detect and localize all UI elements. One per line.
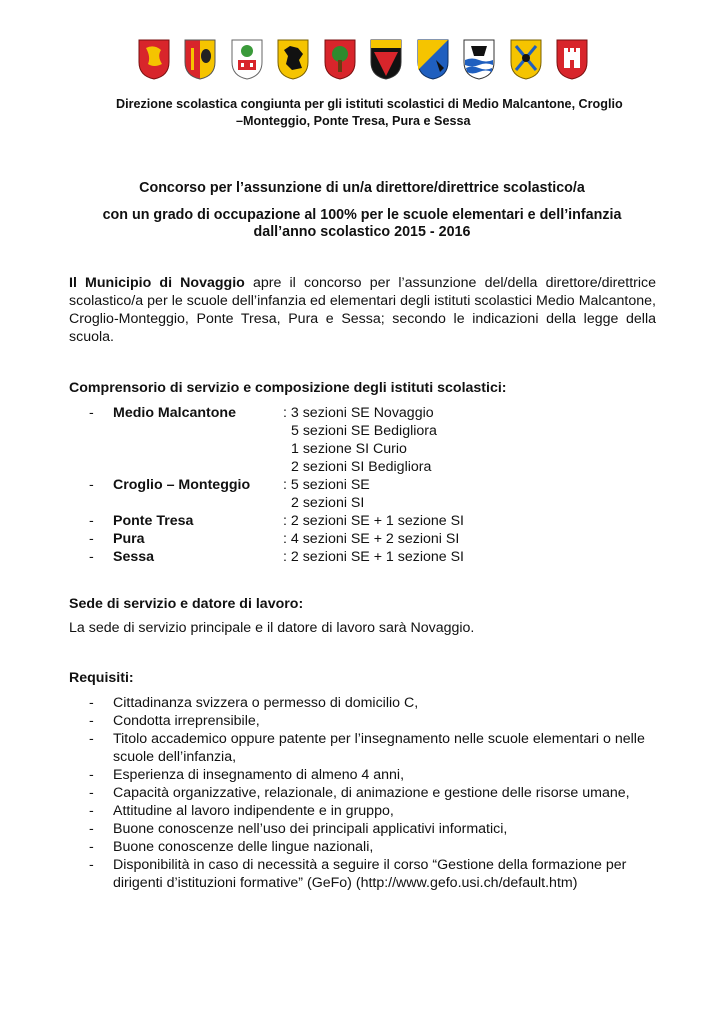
- institute-sections: 2 sezioni SI Bedigliora: [291, 459, 432, 475]
- intro-bold: Il Municipio di Novaggio: [69, 275, 245, 291]
- requirement-item: Attitudine al lavoro indipendente e in gruppo,: [113, 803, 394, 819]
- list-bullet: -: [89, 785, 94, 801]
- comprensorio-heading: Comprensorio di servizio e composizione degli istituti scolastici:: [69, 380, 507, 396]
- institute-sections: : 2 sezioni SE + 1 sezione SI: [283, 513, 464, 529]
- header-line-2: –Monteggio, Ponte Tresa, Pura e Sessa: [236, 114, 471, 128]
- list-bullet: -: [89, 821, 94, 837]
- crest-1-icon: [137, 38, 171, 80]
- list-bullet: -: [89, 549, 94, 565]
- institute-name: Croglio – Monteggio: [113, 477, 251, 493]
- list-bullet: -: [89, 731, 94, 747]
- list-bullet: -: [89, 513, 94, 529]
- crest-8-icon: [462, 38, 496, 80]
- crest-5-icon: [323, 38, 357, 80]
- crest-7-icon: [416, 38, 450, 80]
- header-line-1: Direzione scolastica congiunta per gli istituti scolastici di Medio Malcantone, Croglio: [116, 97, 623, 111]
- requirement-item: Titolo accademico oppure patente per l’insegnamento nelle scuole elementari o nelle: [113, 731, 645, 747]
- requirement-item: Buone conoscenze nell’uso dei principali applicativi informatici,: [113, 821, 508, 837]
- list-bullet: -: [89, 767, 94, 783]
- institute-sections: : 3 sezioni SE Novaggio: [283, 405, 434, 421]
- crest-3-icon: [230, 38, 264, 80]
- list-bullet: -: [89, 803, 94, 819]
- list-bullet: -: [89, 713, 94, 729]
- requirement-item: Disponibilità in caso di necessità a seguire il corso “Gestione della formazione per: [113, 857, 627, 873]
- list-bullet: -: [89, 477, 94, 493]
- intro-paragraph: [69, 274, 656, 346]
- sede-heading: Sede di servizio e datore di lavoro:: [69, 596, 304, 612]
- requisiti-heading: Requisiti:: [69, 670, 134, 686]
- requirement-item: Esperienza di insegnamento di almeno 4 anni,: [113, 767, 405, 783]
- crest-10-icon: [555, 38, 589, 80]
- institute-name: Ponte Tresa: [113, 513, 194, 529]
- crest-2-icon: [183, 38, 217, 80]
- requirement-item: Condotta irreprensibile,: [113, 713, 260, 729]
- requirement-item-continuation: scuole dell’infanzia,: [113, 749, 237, 765]
- title-line-2: con un grado di occupazione al 100% per le scuole elementari e dell’infanzia: [102, 207, 622, 223]
- institute-name: Sessa: [113, 549, 155, 565]
- list-bullet: -: [89, 405, 94, 421]
- crest-4-icon: [276, 38, 310, 80]
- list-bullet: -: [89, 857, 94, 873]
- institute-sections: : 4 sezioni SE + 2 sezioni SI: [283, 531, 460, 547]
- institute-sections: 2 sezioni SI: [291, 495, 365, 511]
- crest-9-icon: [509, 38, 543, 80]
- list-bullet: -: [89, 839, 94, 855]
- title-line-3: dall’anno scolastico 2015 - 2016: [253, 224, 471, 240]
- institute-name: Medio Malcantone: [113, 405, 236, 421]
- requirement-item-continuation: dirigenti d’istituzioni formative” (GeFo) (http://www.gefo.usi.ch/default.htm): [113, 875, 578, 891]
- institute-sections: : 5 sezioni SE: [283, 477, 370, 493]
- institute-sections: 1 sezione SI Curio: [291, 441, 407, 457]
- institute-sections: : 2 sezioni SE + 1 sezione SI: [283, 549, 464, 565]
- crest-6-icon: [369, 38, 403, 80]
- intro-text: apre il concorso per l’assunzione del/della direttore/direttrice scolastico/a per le scuole dell’infanzia ed elementari degli istituti scolastici Medio Malcantone, Croglio-Monteggio, Ponte Tresa, Pura e Sessa; secondo le indicazioni della legge della scuola.: [69, 275, 656, 345]
- list-bullet: -: [89, 531, 94, 547]
- sede-text: La sede di servizio principale e il datore di lavoro sarà Novaggio.: [69, 620, 475, 636]
- requirement-item: Capacità organizzative, relazionale, di animazione e gestione delle risorse umane,: [113, 785, 630, 801]
- title-line-1: Concorso per l’assunzione di un/a direttore/direttrice scolastico/a: [139, 180, 585, 196]
- list-bullet: -: [89, 695, 94, 711]
- institute-name: Pura: [113, 531, 145, 547]
- requirement-item: Buone conoscenze delle lingue nazionali,: [113, 839, 374, 855]
- municipal-crests-row: [137, 38, 589, 82]
- requirement-item: Cittadinanza svizzera o permesso di domicilio C,: [113, 695, 419, 711]
- institute-sections: 5 sezioni SE Bedigliora: [291, 423, 437, 439]
